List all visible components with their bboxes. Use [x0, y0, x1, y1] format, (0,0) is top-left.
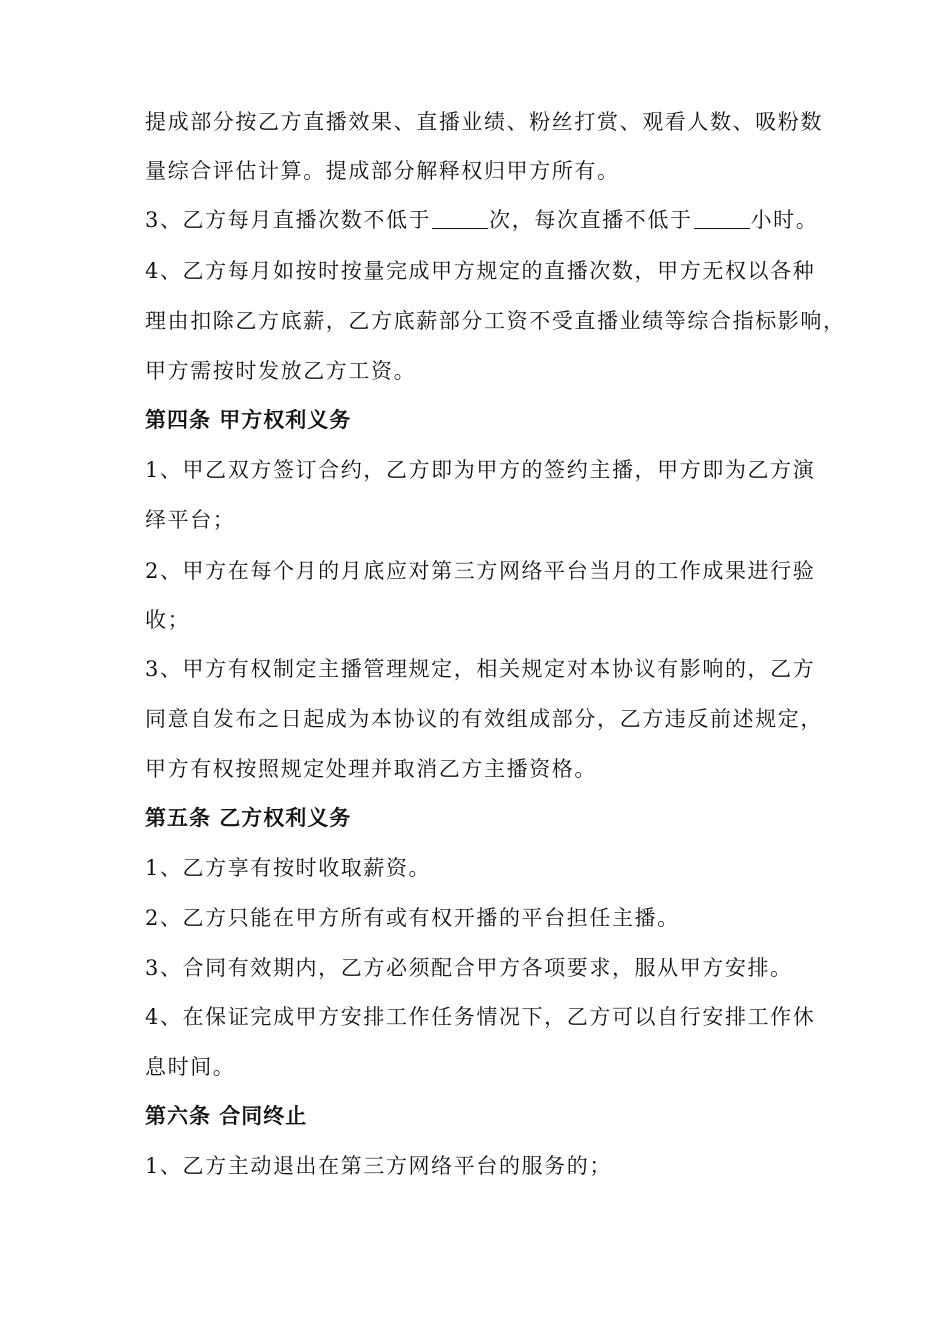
text-line: 同意自发布之日起成为本协议的有效组成部分，乙方违反前述规定，	[145, 707, 823, 731]
text-line: 2、甲方在每个月的月底应对第三方网络平台当月的工作成果进行验	[145, 559, 816, 583]
text-line: 4、在保证完成甲方安排工作任务情况下，乙方可以自行安排工作休	[145, 1005, 816, 1029]
text-line: 绎平台；	[145, 508, 236, 532]
text-line: 收；	[145, 608, 191, 632]
text-line: 甲方有权按照规定处理并取消乙方主播资格。	[145, 757, 597, 781]
text-line: 1、乙方主动退出在第三方网络平台的服务的；	[145, 1154, 612, 1178]
clause-3-part2: 次，每次直播不低于	[489, 208, 693, 232]
clause-3-part3: 小时。	[750, 208, 819, 232]
blank-underline	[432, 206, 488, 229]
text-line: 量综合评估计算。提成部分解释权归甲方所有。	[145, 159, 620, 183]
text-line: 2、乙方只能在甲方所有或有权开播的平台担任主播。	[145, 906, 680, 930]
text-line: 3、甲方有权制定主播管理规定，相关规定对本协议有影响的，乙方	[145, 657, 816, 681]
blank-underline	[694, 206, 750, 229]
text-line: 3、合同有效期内，乙方必须配合甲方各项要求，服从甲方安排。	[145, 956, 793, 980]
text-line: 1、乙方享有按时收取薪资。	[145, 856, 432, 880]
text-line: 息时间。	[145, 1055, 236, 1079]
text-line: 1、甲乙双方签订合约，乙方即为甲方的签约主播，甲方即为乙方演	[145, 458, 816, 482]
clause-3-part1: 3、乙方每月直播次数不低于	[145, 208, 432, 232]
section-heading: 第六条 合同终止	[145, 1103, 308, 1128]
text-line: 提成部分按乙方直播效果、直播业绩、粉丝打赏、观看人数、吸粉数	[145, 110, 823, 134]
section-heading: 第四条 甲方权利义务	[145, 407, 352, 432]
text-line: 甲方需按时发放乙方工资。	[145, 359, 417, 383]
text-line: 4、乙方每月如按时按量完成甲方规定的直播次数，甲方无权以各种	[145, 259, 816, 283]
text-line-with-blanks	[145, 205, 818, 235]
section-heading: 第五条 乙方权利义务	[145, 805, 352, 830]
text-line: 理由扣除乙方底薪，乙方底薪部分工资不受直播业绩等综合指标影响，	[145, 309, 846, 333]
